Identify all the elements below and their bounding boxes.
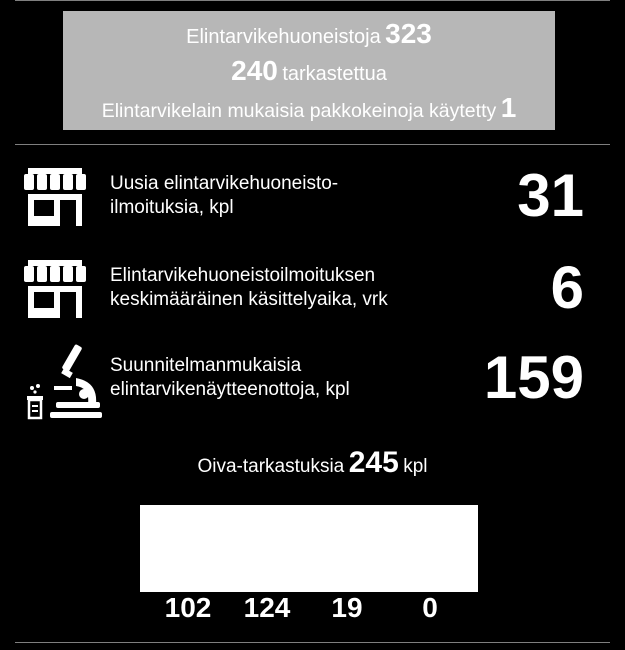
oiva-result-bar <box>140 505 478 592</box>
store-icon <box>24 168 86 226</box>
top-divider <box>15 0 610 1</box>
summary-inspected-value: 240 <box>231 55 278 86</box>
bottom-divider <box>15 642 610 643</box>
summary-box <box>63 11 555 130</box>
oiva-result-value: 124 <box>243 592 291 623</box>
stat-row-processing-time <box>0 254 625 334</box>
stat-value: 31 <box>517 162 584 229</box>
stat-label <box>110 172 440 220</box>
stat-label <box>110 354 440 402</box>
oiva-result-value: 19 <box>331 592 363 623</box>
stat-label <box>110 264 440 312</box>
summary-line-inspected <box>63 55 555 87</box>
oiva-value: 245 <box>348 446 399 479</box>
oiva-label: Oiva-tarkastuksia <box>197 456 345 477</box>
stat-label-line1: Uusia elintarvikehuoneisto- <box>110 173 339 194</box>
middle-divider <box>15 144 610 145</box>
stat-value: 6 <box>550 254 584 321</box>
microscope-icon <box>24 342 104 420</box>
summary-premises-value: 323 <box>385 18 432 49</box>
stat-row-new-notifications <box>0 162 625 242</box>
summary-inspected-label: tarkastettua <box>282 63 387 85</box>
stat-value: 159 <box>483 344 584 411</box>
stat-label-line1: Elintarvikehuoneistoilmoituksen <box>110 265 376 286</box>
stat-label-line1: Suunnitelmanmukaisia <box>110 355 302 376</box>
oiva-unit: kpl <box>403 456 428 477</box>
store-icon <box>24 260 86 318</box>
stat-label-line2: keskimääräinen käsittelyaika, vrk <box>110 289 388 310</box>
summary-enforcement-label: Elintarvikelain mukaisia pakkokeinoja käytetty <box>101 100 497 122</box>
oiva-result-value: 0 <box>422 592 438 623</box>
summary-enforcement-value: 1 <box>500 92 517 123</box>
stat-label-line2: ilmoituksia, kpl <box>110 197 234 218</box>
oiva-result-value: 102 <box>164 592 212 623</box>
summary-premises-label: Elintarvikehuoneistoja <box>186 26 381 48</box>
stat-row-samples <box>0 342 625 422</box>
summary-line-premises <box>63 18 555 50</box>
oiva-inspections-line <box>0 446 625 480</box>
summary-line-enforcement <box>63 92 555 124</box>
stat-label-line2: elintarvikenäytteenottoja, kpl <box>110 379 350 400</box>
